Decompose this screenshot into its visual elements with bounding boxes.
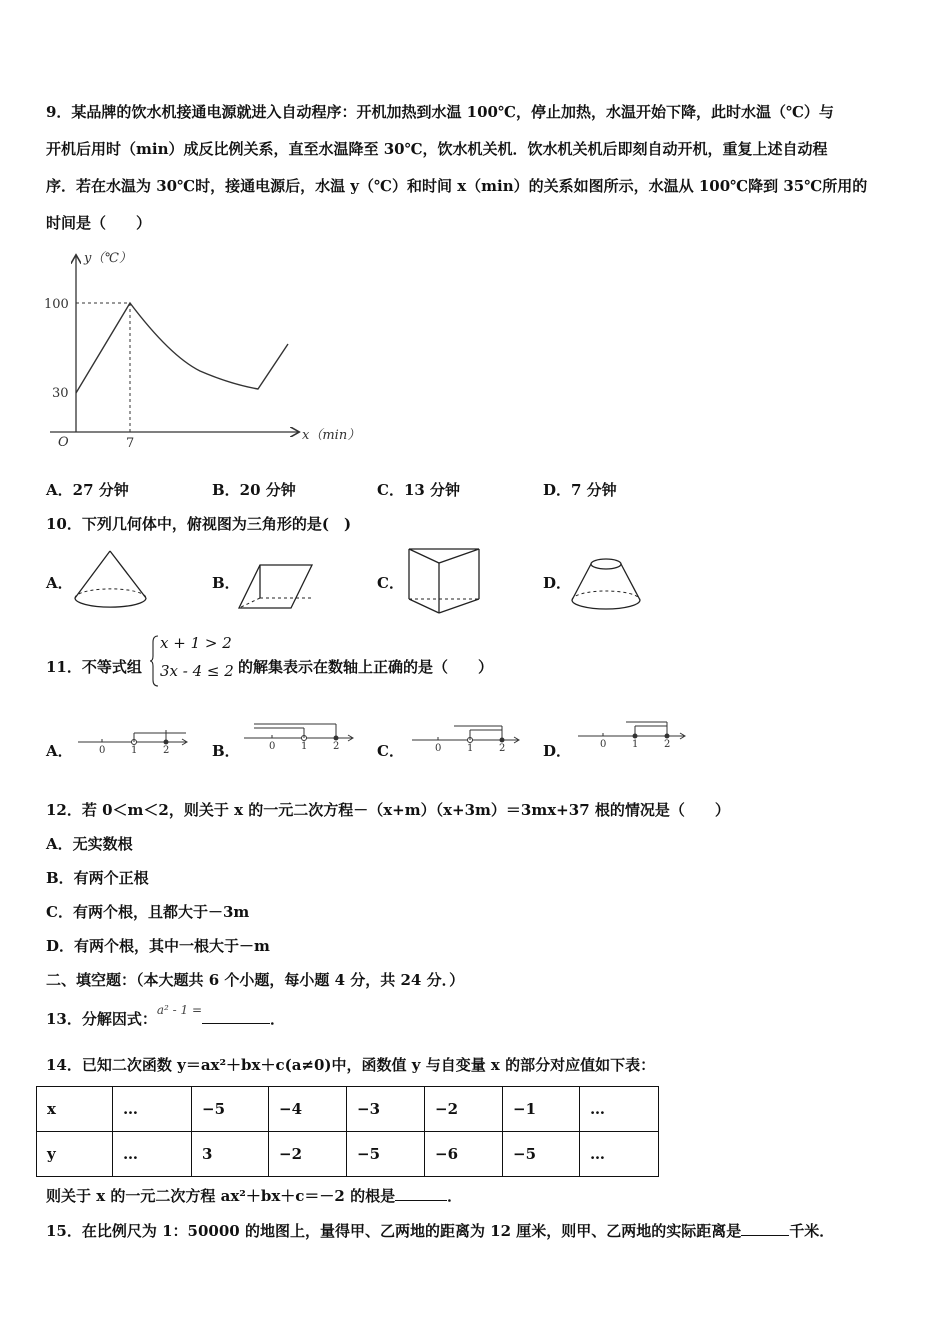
- q10-option-b[interactable]: B．: [212, 574, 240, 592]
- q10-question: 10．下列几何体中，俯视图为三角形的是( ): [46, 515, 352, 533]
- q13-question: [46, 1003, 286, 1030]
- q15-question: [46, 1221, 834, 1241]
- q15-end: 千米．: [789, 1222, 835, 1240]
- table-cell: −5: [192, 1087, 269, 1132]
- q11-option-d[interactable]: D．: [543, 742, 572, 760]
- prism-icon: [236, 560, 316, 612]
- table-cell: −5: [347, 1132, 425, 1177]
- q9-option-d[interactable]: D．7 分钟: [543, 481, 617, 499]
- q12-option-d[interactable]: D．有两个根，其中一根大于－m: [46, 937, 270, 955]
- cone-icon: [72, 548, 150, 612]
- q14-after-text: 则关于 x 的一元二次方程 ax²＋bx＋c＝－2 的根是: [46, 1187, 396, 1205]
- q13-answer-blank[interactable]: [202, 1009, 270, 1024]
- q10-option-a[interactable]: A．: [46, 574, 73, 592]
- table-cell: x: [37, 1087, 113, 1132]
- table-row: [37, 1087, 659, 1132]
- y-axis-label: y（℃）: [84, 251, 132, 266]
- q14-follow-up: [46, 1186, 462, 1206]
- q13-end: ．: [270, 1010, 286, 1028]
- q13-expression: a² - 1 =: [156, 1003, 203, 1017]
- svg-text:1: 1: [301, 741, 308, 752]
- table-cell: −2: [425, 1087, 503, 1132]
- table-cell: −5: [503, 1132, 580, 1177]
- svg-text:0: 0: [99, 745, 106, 756]
- q13-text: 13．分解因式：: [46, 1010, 157, 1028]
- q9-line-1: 9．某品牌的饮水机接通电源就进入自动程序：开机加热到水温 100℃，停止加热，水温开始下降，此时水温（℃）与: [46, 103, 834, 121]
- q9-option-c[interactable]: C．13 分钟: [377, 481, 461, 499]
- q14-after-end: ．: [447, 1187, 463, 1205]
- table-cell: −1: [503, 1087, 580, 1132]
- number-line-b: [242, 718, 357, 752]
- triangular-prism-icon: [405, 545, 483, 615]
- q11-prefix: 11．不等式组: [46, 658, 142, 676]
- table-cell: −6: [425, 1132, 503, 1177]
- q11-option-c[interactable]: C．: [377, 742, 404, 760]
- tick-100: 100: [44, 297, 69, 312]
- svg-text:1: 1: [467, 743, 474, 754]
- origin-label: O: [58, 435, 69, 450]
- temperature-curve: [76, 303, 288, 393]
- table-cell: …: [113, 1087, 192, 1132]
- svg-text:2: 2: [333, 741, 340, 752]
- q14-question: 14．已知二次函数 y＝ax²＋bx＋c(a≠0)中，函数值 y 与自变量 x 的部分对应值如下表：: [46, 1056, 656, 1074]
- table-cell: 3: [192, 1132, 269, 1177]
- tick-7: 7: [126, 436, 135, 451]
- inequality-system: [150, 634, 240, 688]
- q12-option-a[interactable]: A．无实数根: [46, 835, 133, 853]
- table-row: [37, 1132, 659, 1177]
- svg-text:0: 0: [269, 741, 276, 752]
- tick-30: 30: [52, 386, 69, 401]
- brace-icon: [150, 634, 160, 688]
- svg-text:0: 0: [600, 739, 607, 750]
- frustum-icon: [568, 556, 644, 614]
- section-heading: 二、填空题：（本大题共 6 个小题，每小题 4 分，共 24 分．）: [46, 971, 465, 989]
- q10-option-c[interactable]: C．: [377, 574, 404, 592]
- svg-text:2: 2: [163, 745, 170, 756]
- q9-option-a[interactable]: A．27 分钟: [46, 481, 129, 499]
- q11-option-b[interactable]: B．: [212, 742, 240, 760]
- q11-option-a[interactable]: A．: [46, 742, 73, 760]
- number-line-c: [410, 720, 525, 754]
- inequality-2: 3x - 4 ≤ 2: [160, 662, 234, 680]
- q12-option-c[interactable]: C．有两个根，且都大于－3m: [46, 903, 250, 921]
- inequality-1: x + 1 > 2: [160, 634, 232, 652]
- q11-suffix: 的解集表示在数轴上正确的是（ ）: [238, 658, 494, 676]
- number-line-d: [576, 716, 691, 750]
- q14-answer-blank[interactable]: [395, 1186, 447, 1201]
- q9-line-4: 时间是（ ）: [46, 214, 152, 232]
- svg-text:0: 0: [435, 743, 442, 754]
- q9-temperature-graph: [40, 246, 360, 461]
- q9-line-3: 序．若在水温为 30℃时，接通电源后，水温 y（℃）和时间 x（min）的关系如图所示，水温从 100℃降到 35℃所用的: [46, 177, 868, 195]
- q12-option-b[interactable]: B．有两个正根: [46, 869, 149, 887]
- q12-question: 12．若 0＜m＜2，则关于 x 的一元二次方程－（x+m）（x+3m）＝3mx+37 根的情况是（ ）: [46, 801, 730, 819]
- q9-option-b[interactable]: B．20 分钟: [212, 481, 296, 499]
- q9-line-2: 开机后用时（min）成反比例关系，直至水温降至 30℃，饮水机关机．饮水机关机后即刻自动开机，重复上述自动程: [46, 140, 828, 158]
- q10-option-d[interactable]: D．: [543, 574, 572, 592]
- table-cell: −4: [269, 1087, 347, 1132]
- table-cell: −3: [347, 1087, 425, 1132]
- table-cell: …: [580, 1087, 659, 1132]
- table-cell: …: [580, 1132, 659, 1177]
- svg-text:1: 1: [131, 745, 138, 756]
- table-cell: y: [37, 1132, 113, 1177]
- table-cell: …: [113, 1132, 192, 1177]
- table-cell: −2: [269, 1132, 347, 1177]
- value-table: [36, 1086, 659, 1177]
- svg-text:2: 2: [664, 739, 671, 750]
- svg-text:1: 1: [632, 739, 639, 750]
- x-axis-label: x（min）: [302, 428, 360, 443]
- q15-answer-blank[interactable]: [741, 1221, 789, 1236]
- svg-text:2: 2: [499, 743, 506, 754]
- q15-text: 15．在比例尺为 1：50000 的地图上，量得甲、乙两地的距离为 12 厘米，则甲、乙两地的实际距离是: [46, 1222, 742, 1240]
- number-line-a: [76, 725, 191, 757]
